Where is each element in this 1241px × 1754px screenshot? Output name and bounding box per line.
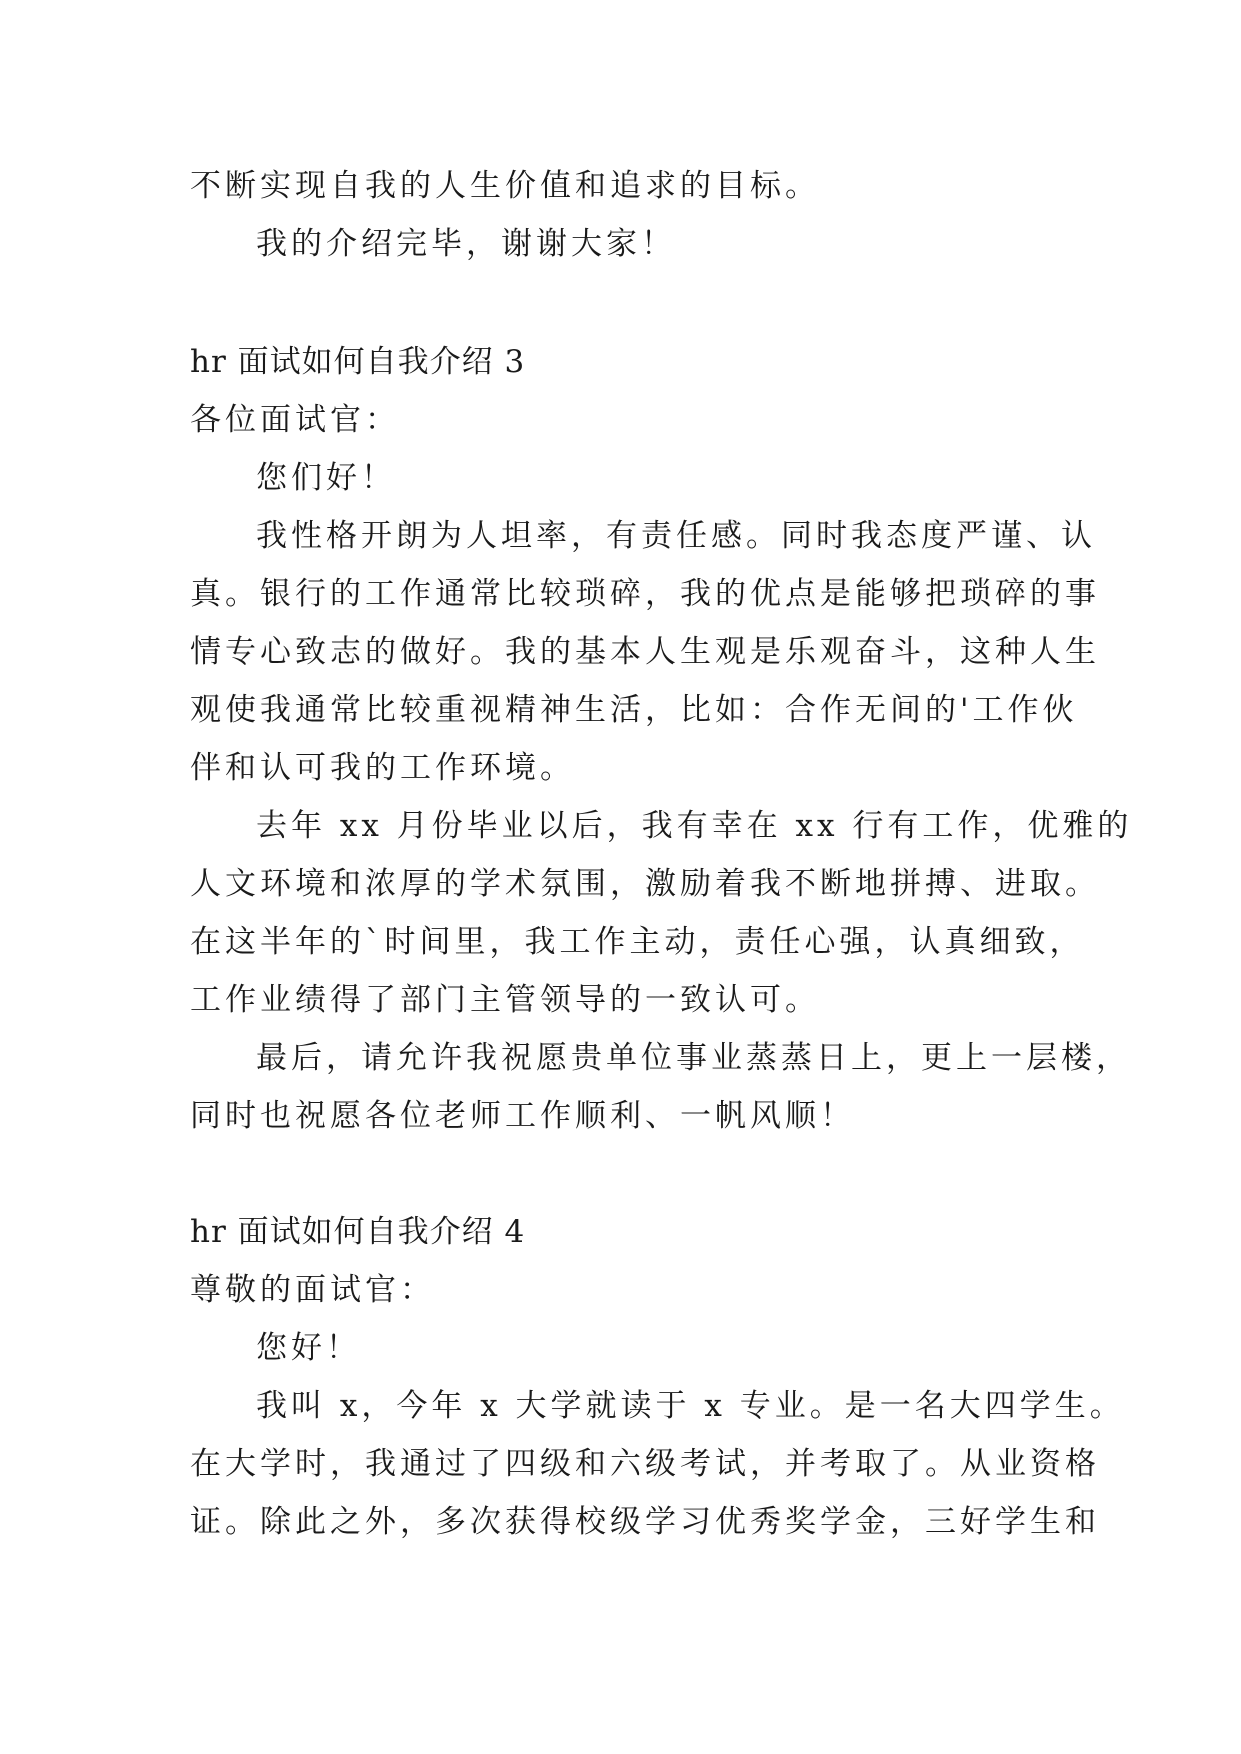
paragraph-line: 同时也祝愿各位老师工作顺利、一帆风顺！ <box>190 1098 855 1134</box>
paragraph-line: 真。银行的工作通常比较琐碎，我的优点是能够把琐碎的事 <box>190 576 1100 612</box>
salutation: 尊敬的面试官： <box>190 1272 435 1308</box>
paragraph-line: 我叫 x，今年 x 大学就读于 x 专业。是一名大四学生。 <box>256 1388 1125 1424</box>
paragraph-line: 人文环境和浓厚的学术氛围，激励着我不断地拼搏、进取。 <box>190 866 1100 902</box>
paragraph-line: 最后，请允许我祝愿贵单位事业蒸蒸日上，更上一层楼， <box>256 1040 1131 1076</box>
greeting: 您们好！ <box>256 460 396 496</box>
paragraph-line: 工作业绩得了部门主管领导的一致认可。 <box>190 982 820 1018</box>
paragraph-line: 我性格开朗为人坦率，有责任感。同时我态度严谨、认 <box>256 518 1096 554</box>
paragraph-line: 证。除此之外，多次获得校级学习优秀奖学金，三好学生和 <box>190 1504 1100 1540</box>
paragraph-line: 去年 xx 月份毕业以后，我有幸在 xx 行有工作，优雅的 <box>256 808 1133 844</box>
paragraph-line: 伴和认可我的工作环境。 <box>190 750 575 786</box>
paragraph-line: 情专心致志的做好。我的基本人生观是乐观奋斗，这种人生 <box>190 634 1100 670</box>
paragraph-line: 观使我通常比较重视精神生活，比如：合作无间的'工作伙 <box>190 692 1078 728</box>
section-heading-4: hr 面试如何自我介绍 4 <box>190 1214 526 1250</box>
paragraph-line: 在大学时，我通过了四级和六级考试，并考取了。从业资格 <box>190 1446 1100 1482</box>
salutation: 各位面试官： <box>190 402 400 438</box>
paragraph-line: 不断实现自我的人生价值和追求的目标。 <box>190 168 820 204</box>
paragraph-line: 在这半年的`时间里，我工作主动，责任心强，认真细致， <box>190 924 1085 960</box>
section-heading-3: hr 面试如何自我介绍 3 <box>190 344 526 380</box>
greeting: 您好！ <box>256 1330 361 1366</box>
closing-line: 我的介绍完毕，谢谢大家！ <box>256 226 676 262</box>
